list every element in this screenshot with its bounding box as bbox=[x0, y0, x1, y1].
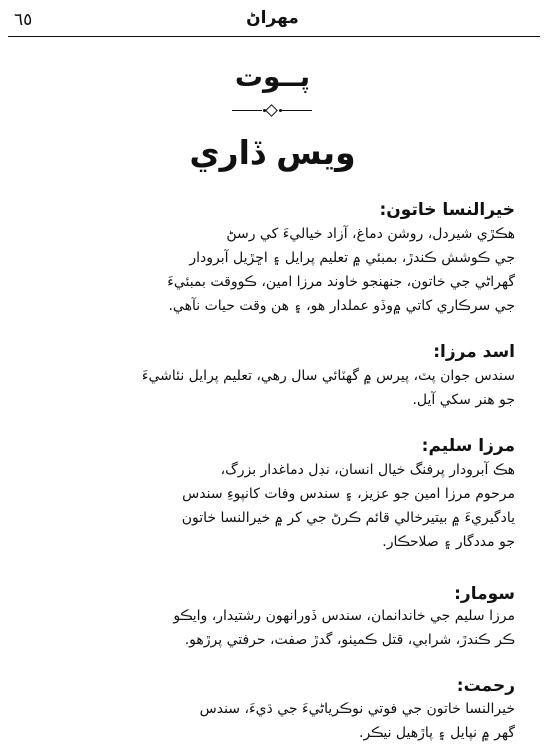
description-line: جي سرڪاري کاتي ۾وڏو عملدار هو، ۽ هن وقت حيات نآهي. bbox=[168, 298, 515, 314]
description-line: جو هنر سکي آيل. bbox=[412, 392, 515, 408]
ornament-divider bbox=[232, 106, 312, 116]
description-line: سندس جوان پٽ، پيرس ۾ گهٽائي سال رهي، تعليم پرايل نئاشيءَ bbox=[141, 368, 515, 384]
description-line: مرحوم مرزا امين جو عزيز، ۽ سندس وفات کانپوءِ سندس bbox=[182, 486, 515, 502]
ornament-diamond bbox=[265, 104, 278, 117]
description-line: گهراڻي جي خاتون، جنهنجو خاوند مرزا امين، ڪووقت بمبئيءَ bbox=[167, 274, 515, 290]
description-line: هڪڙي شيردل، روشن دماغ، آزاد خياليءَ کي رسڻ bbox=[226, 226, 515, 242]
page-number: ٦٥ bbox=[14, 10, 33, 30]
description-line: ڪر ڪندڙ، شرابي، قتل ڪميٺو، گدڙ صفت، حرفتي پرڙهو. bbox=[184, 632, 515, 648]
subsection-title: ويس ڏاري bbox=[189, 133, 356, 172]
header-rule bbox=[8, 36, 540, 37]
description-line: مرزا سليم جي خاندانمان، سندس ڏورانهون رشتيدار، وايڪو bbox=[173, 608, 515, 624]
character-name: سومار: bbox=[454, 584, 515, 604]
character-name: خيرالنسا خاتون: bbox=[379, 200, 515, 220]
character-description bbox=[75, 697, 515, 745]
character-name: رحمت: bbox=[456, 676, 515, 696]
character-description bbox=[75, 604, 515, 652]
section-title: پــوت bbox=[234, 60, 311, 93]
description-line: يادگيريءَ ۾ بيتيرخالي قائم ڪرڻ جي کر ۾ خيرالنسا خاتون bbox=[181, 510, 515, 526]
description-line: گهر ۾ نپايل ۽ پاڙهيل نيڪر. bbox=[359, 725, 515, 741]
description-line: جي ڪوشش ڪندڙ، بمبئي ۾ تعليم پرايل ۽ اڇڙيل آبرودار bbox=[189, 250, 515, 266]
ornament-line-right bbox=[282, 110, 312, 111]
running-head: مهراڻ bbox=[246, 8, 299, 28]
character-description bbox=[75, 222, 515, 318]
description-line: جو مددگار ۽ صلاحڪار. bbox=[382, 534, 515, 550]
description-line: خيرالنسا خاتون جي فوتي نوڪرياڻيءَ جي ڌيءَ، سندس bbox=[199, 701, 515, 717]
ornament-line-left bbox=[232, 110, 262, 111]
character-description bbox=[75, 458, 515, 554]
character-description bbox=[75, 364, 515, 412]
page-header bbox=[0, 0, 545, 38]
character-name: اسد مرزا: bbox=[433, 342, 515, 362]
description-line: هڪ آبرودار پرفنگ خيال انسان، نڊل دماغدار بزرگ، bbox=[220, 462, 515, 478]
character-name: مرزا سليم: bbox=[421, 436, 515, 456]
